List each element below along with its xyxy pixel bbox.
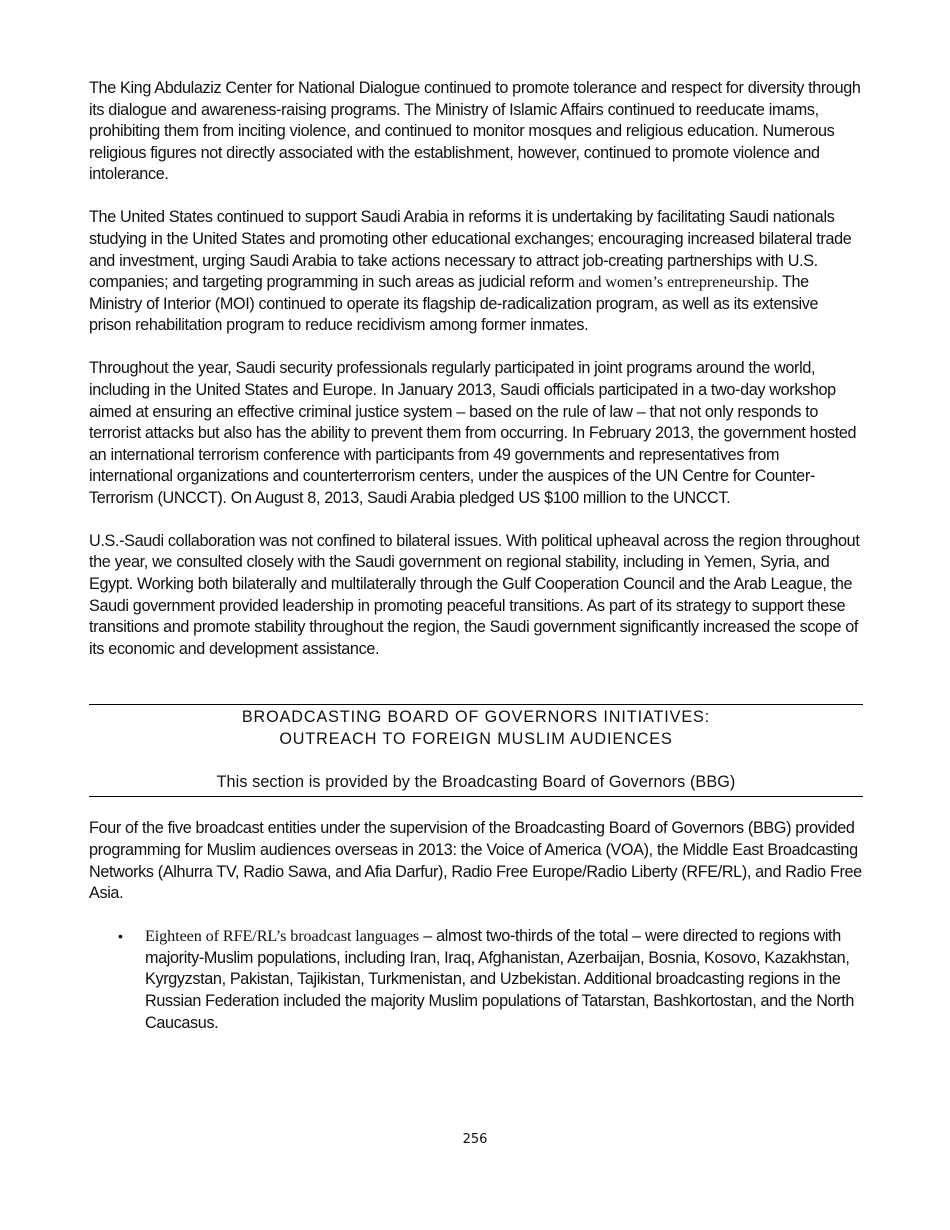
paragraph-dialogue-center: The King Abdulaziz Center for National Dialogue continued to promote tolerance and respect for diversity through its dialogue and awareness-raising programs. The Ministry of Islamic Affairs continued to reeducate imams, prohibiting them from inciting violence, and continued to monitor mosques and religious education. Numerous religious figures not directly associated with the establishment, however, continued to promote violence and intolerance.: [89, 79, 861, 184]
list-item: [89, 926, 863, 1034]
paragraph-us-support: [89, 207, 863, 337]
paragraph-us-support-part1: The United States continued to support Saudi Arabia in reforms it is undertaking by facilitating Saudi nationals studying in the United States and promoting other educational exchanges; encouraging increased bilateral trade and investment, urging Saudi Arabia to take actions necessary to attract job-creating partnerships with U.S. companies; and targeting programming in such areas as judicial reform: [89, 208, 852, 292]
section-title-line1: BROADCASTING BOARD OF GOVERNORS INITIATIVES:: [241, 708, 711, 727]
paragraph-us-support-part2: The Ministry of Interior (MOI) continued to operate its flagship de-radicalization program, as well as its extensive prison rehabilitation program to reduce recidivism among former inmates.: [89, 273, 819, 335]
page-number: 256: [462, 1132, 488, 1147]
paragraph-us-support-serif: and women’s entrepreneurship.: [578, 273, 779, 292]
bullet-list: [89, 926, 863, 1034]
paragraph-bbg-intro: Four of the five broadcast entities under the supervision of the Broadcasting Board of Governors (BBG) provided programming for Muslim audiences overseas in 2013: the Voice of America (VOA), the Middle East Broadcasting Networks (Alhurra TV, Radio Sawa, and Afia Darfur), Radio Free Europe/Radio Liberty (RFE/RL), and Radio Free Asia.: [89, 819, 862, 903]
section-note: This section is provided by the Broadcasting Board of Governors (BBG): [216, 773, 736, 792]
bullet-marker: •: [118, 928, 123, 945]
document-page: [89, 78, 863, 1034]
section-title-line2: OUTREACH TO FOREIGN MUSLIM AUDIENCES: [279, 730, 673, 749]
bullet-text: – almost two-thirds of the total – were directed to regions with majority-Muslim populations, including Iran, Iraq, Afghanistan, Azerbaijan, Bosnia, Kosovo, Kazakhstan, Kyrgyzstan, Pakistan, Tajikistan, Turkmenistan, and Uzbekistan. Additional broadcasting regions in the Russian Federation included the majority Muslim populations of Tatarstan, Bashkortostan, and the North Caucasus.: [145, 927, 855, 1032]
paragraph-collaboration: U.S.-Saudi collaboration was not confined to bilateral issues. With political upheaval across the region throughout the year, we consulted closely with the Saudi government on regional stability, including in Yemen, Syria, and Egypt. Working both bilaterally and multilaterally through the Gulf Cooperation Council and the Arab League, the Saudi government provided leadership in promoting peaceful transitions. As part of its strategy to support these transitions and promote stability throughout the region, the Saudi government significantly increased the scope of its economic and development assistance.: [89, 531, 860, 658]
section-header: [89, 704, 863, 796]
bullet-serif-lead: Eighteen of RFE/RL’s broadcast languages: [145, 927, 420, 946]
paragraph-security-programs: Throughout the year, Saudi security professionals regularly participated in joint programs around the world, including in the United States and Europe. In January 2013, Saudi officials participated in a two-day workshop aimed at ensuring an effective criminal justice system – based on the rule of law – that not only responds to terrorist attacks but also has the ability to prevent them from occurring. In February 2013, the government hosted an international terrorism conference with participants from 49 governments and representatives from international organizations and counterterrorism centers, under the auspices of the UN Centre for Counter-Terrorism (UNCCT). On August 8, 2013, Saudi Arabia pledged US $100 million to the UNCCT.: [89, 359, 857, 507]
